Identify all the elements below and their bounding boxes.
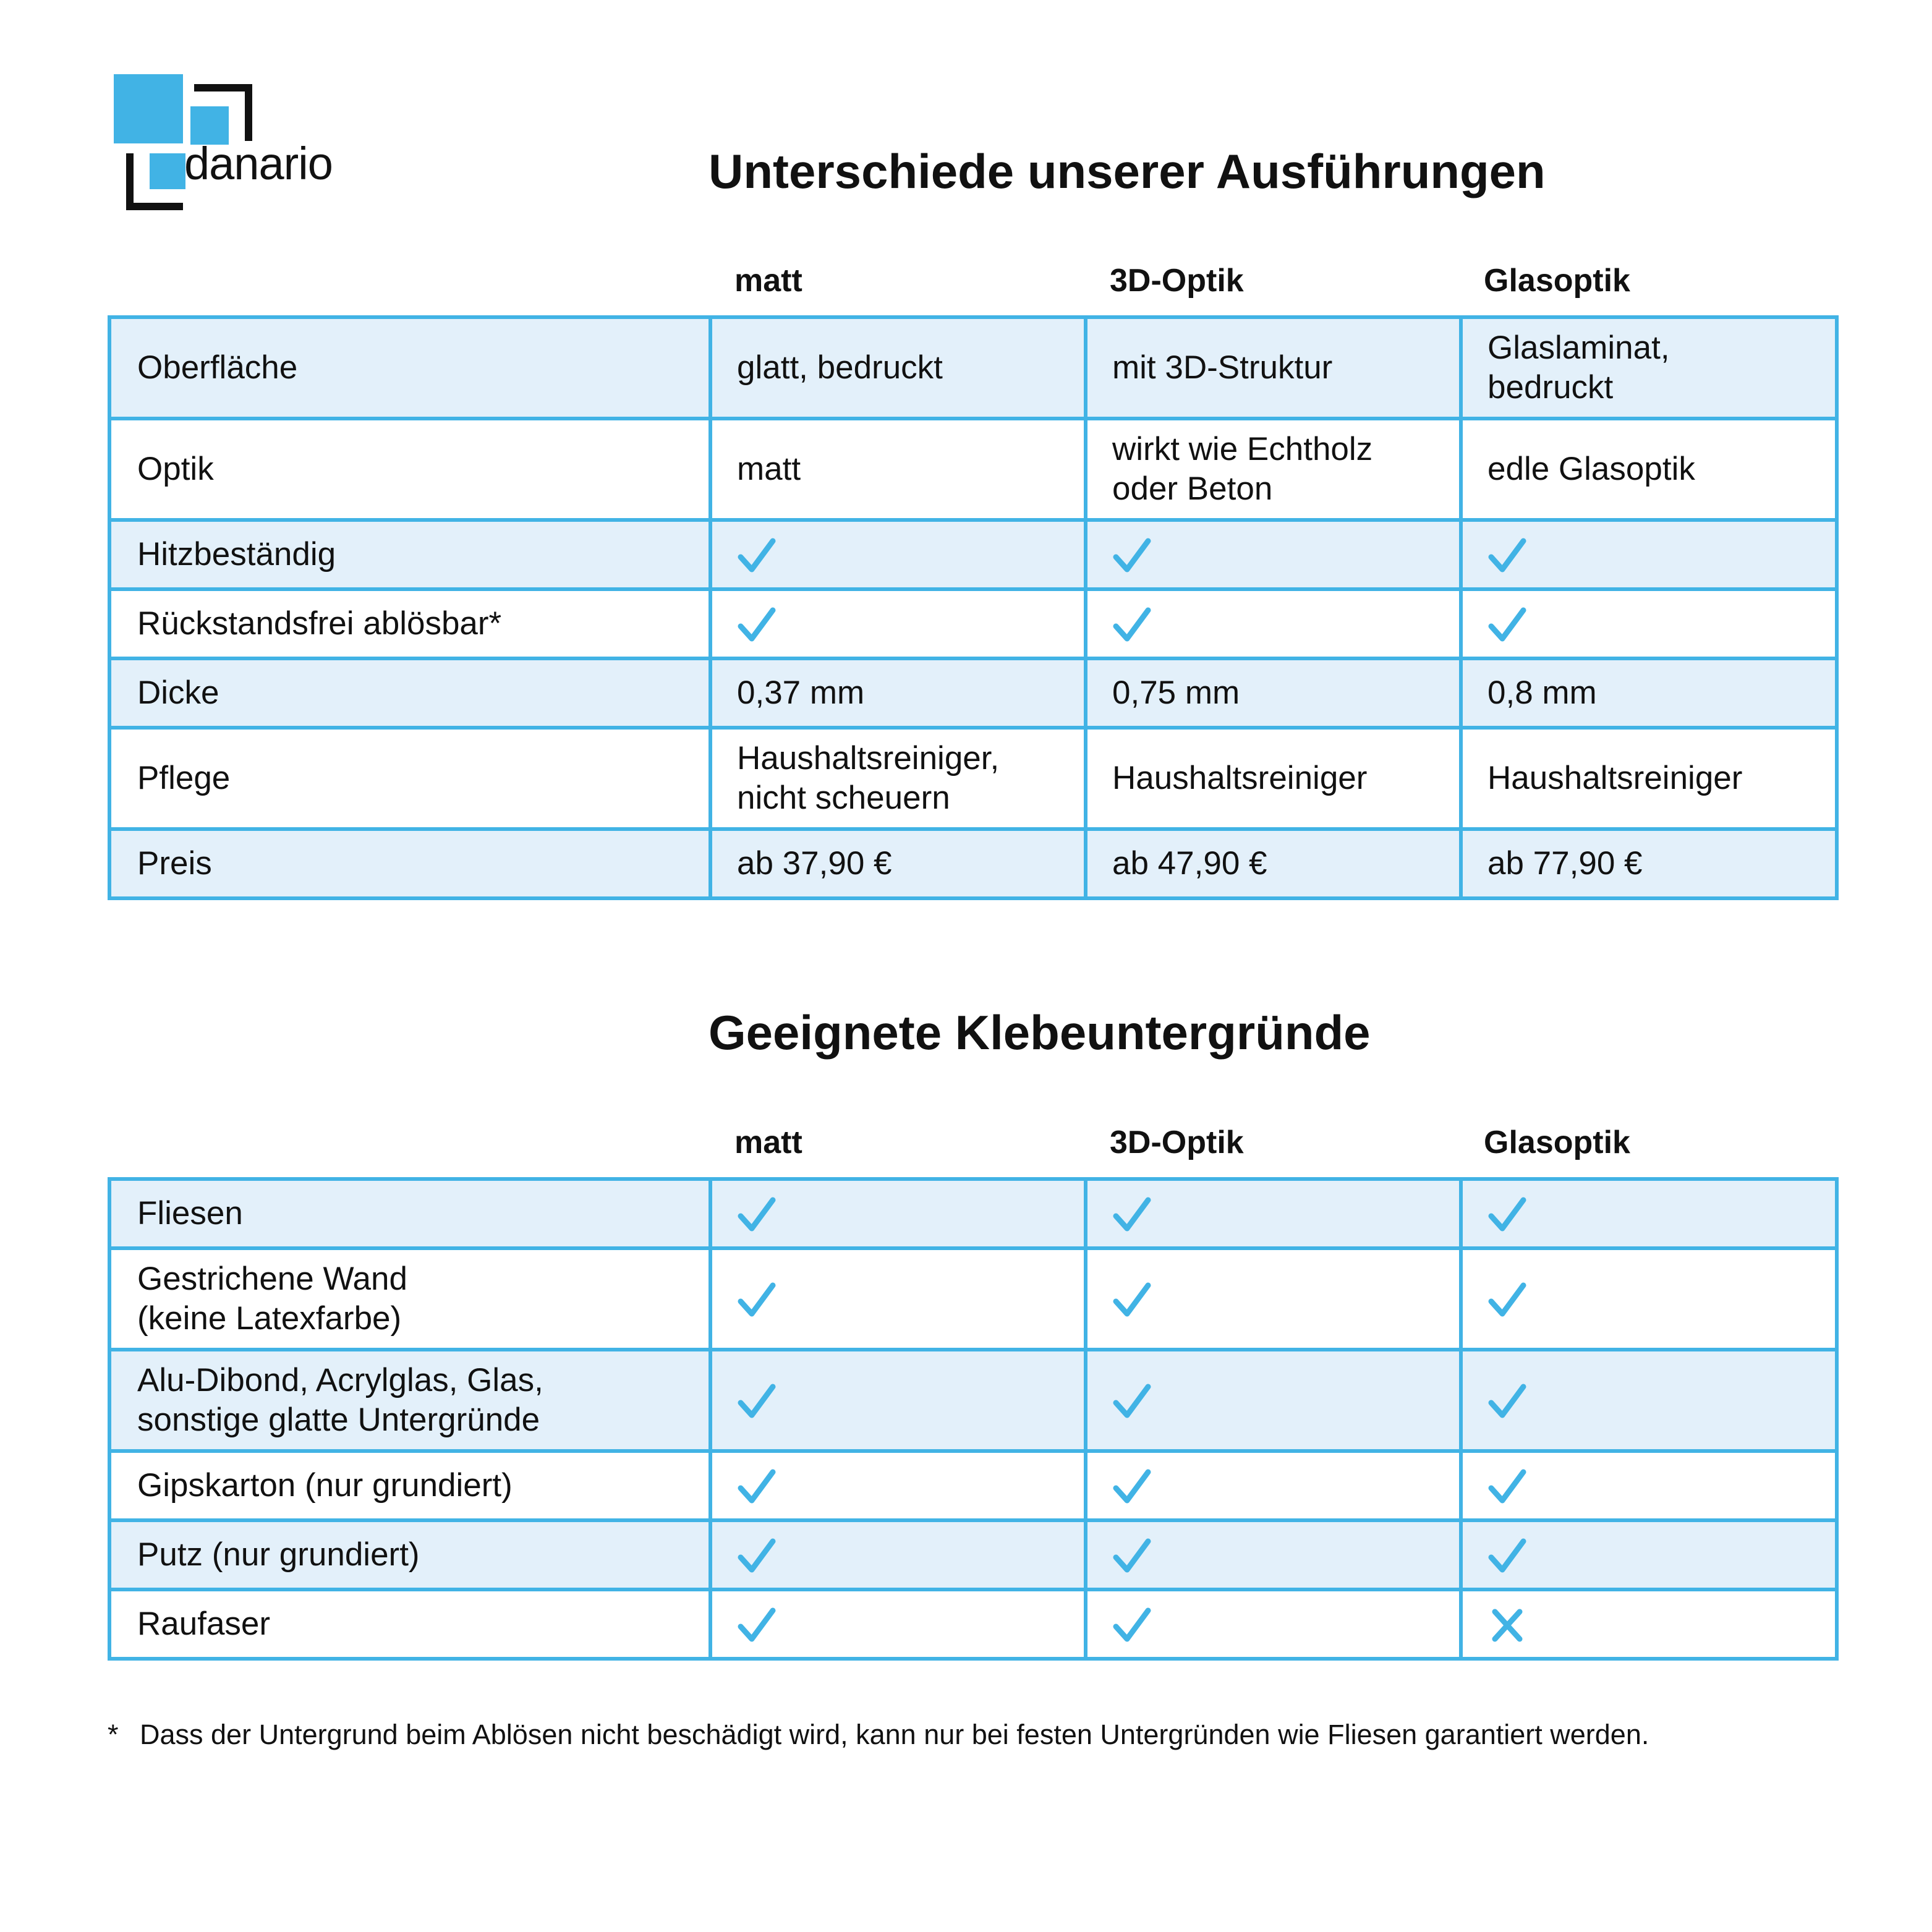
row-label: Putz (nur grundiert) (137, 1536, 420, 1573)
table-cell (1461, 1451, 1837, 1520)
table-cell (1461, 1248, 1837, 1350)
cell-value-line: nicht scheuern (737, 780, 950, 816)
table-cell (1461, 658, 1837, 728)
table-cell (1086, 1520, 1461, 1589)
section2-title: Geeignete Klebeuntergründe (709, 1005, 1371, 1060)
table-cell (710, 829, 1086, 898)
table-cell (1086, 829, 1461, 898)
row-label-cell (109, 419, 710, 520)
cell-value-line: Glaslaminat, (1487, 330, 1670, 366)
table-cell (1086, 1589, 1461, 1659)
row-label-line: Gestrichene Wand (137, 1261, 407, 1297)
row-label: Gipskarton (nur grundiert) (137, 1467, 513, 1504)
check-icon (737, 1280, 777, 1320)
check-icon (737, 1467, 777, 1507)
row-label-cell (109, 829, 710, 898)
check-icon (1487, 605, 1527, 645)
table-cell (710, 1350, 1086, 1451)
table-row (109, 589, 1837, 658)
check-icon (1487, 1280, 1527, 1320)
row-label-cell (109, 1589, 710, 1659)
cell-value: 0,8 mm (1487, 674, 1597, 711)
table-cell (1461, 419, 1837, 520)
row-label-cell (109, 520, 710, 589)
table-cell (710, 1520, 1086, 1589)
cell-value: ab 47,90 € (1112, 845, 1267, 882)
table-cell (1461, 1520, 1837, 1589)
table-cell (1461, 1589, 1837, 1659)
row-label: Dicke (137, 674, 219, 711)
row-label-cell (109, 1179, 710, 1248)
row-label-line: sonstige glatte Untergründe (137, 1402, 540, 1438)
table-cell (710, 589, 1086, 658)
adhesive-surface-table (108, 1177, 1839, 1661)
table-cell (710, 728, 1086, 829)
comparison-table (108, 315, 1839, 900)
row-label: Raufaser (137, 1606, 271, 1642)
table-cell (1461, 520, 1837, 589)
cell-value: ab 77,90 € (1487, 845, 1643, 882)
table-row (109, 1520, 1837, 1589)
section1-column-3d-optik: 3D-Optik (1110, 263, 1244, 299)
check-icon (1112, 1195, 1152, 1235)
check-icon (1112, 1606, 1152, 1645)
check-icon (737, 1195, 777, 1235)
table-row (109, 728, 1837, 829)
check-icon (1487, 1382, 1527, 1421)
table-cell (1461, 1350, 1837, 1451)
table-cell (1086, 658, 1461, 728)
cell-value-line: bedruckt (1487, 369, 1614, 406)
row-label: Rückstandsfrei ablösbar* (137, 605, 502, 642)
cell-value-line: Haushaltsreiniger, (737, 740, 1000, 777)
table-row (109, 520, 1837, 589)
check-icon (737, 1382, 777, 1421)
footnote (108, 1719, 1649, 1751)
check-icon (737, 1606, 777, 1645)
cell-value: Haushaltsreiniger (1112, 760, 1368, 796)
row-label-line: (keine Latexfarbe) (137, 1300, 402, 1337)
check-icon (1487, 536, 1527, 576)
check-icon (1112, 536, 1152, 576)
table-cell (710, 520, 1086, 589)
table-cell (710, 1179, 1086, 1248)
row-label: Oberfläche (137, 349, 298, 386)
cell-value: 0,37 mm (737, 674, 865, 711)
table-row (109, 1589, 1837, 1659)
table-cell (1461, 1179, 1837, 1248)
row-label-cell (109, 658, 710, 728)
row-label: Hitzbeständig (137, 536, 336, 572)
table-cell (710, 658, 1086, 728)
table-cell (1086, 520, 1461, 589)
table-cell (1086, 1179, 1461, 1248)
row-label-line: Alu-Dibond, Acrylglas, Glas, (137, 1362, 543, 1398)
row-label-cell (109, 317, 710, 419)
table-row (109, 1350, 1837, 1451)
check-icon (1112, 1536, 1152, 1576)
table-cell (1086, 419, 1461, 520)
table-cell (710, 317, 1086, 419)
table-cell (1461, 317, 1837, 419)
check-icon (1487, 1195, 1527, 1235)
row-label-cell (109, 1350, 710, 1451)
brand-name: danario (184, 138, 333, 189)
table-cell (1086, 1248, 1461, 1350)
table-cell (710, 1589, 1086, 1659)
table-cell (710, 1248, 1086, 1350)
check-icon (1487, 1467, 1527, 1507)
cell-value: Haushaltsreiniger (1487, 760, 1743, 796)
check-icon (737, 605, 777, 645)
table-row (109, 1451, 1837, 1520)
section1-title: Unterschiede unserer Ausführungen (709, 144, 1546, 198)
table-cell (1086, 1350, 1461, 1451)
cell-value-line: wirkt wie Echtholz (1112, 431, 1373, 467)
section2-column-3d-optik: 3D-Optik (1110, 1125, 1244, 1160)
table-cell (1086, 728, 1461, 829)
table-cell (1086, 317, 1461, 419)
check-icon (1112, 1467, 1152, 1507)
cell-value: edle Glasoptik (1487, 451, 1695, 487)
table-cell (710, 1451, 1086, 1520)
table-row (109, 419, 1837, 520)
section2-column-matt: matt (734, 1125, 802, 1160)
table-cell (710, 419, 1086, 520)
table-row (109, 658, 1837, 728)
check-icon (737, 1536, 777, 1576)
cell-value: ab 37,90 € (737, 845, 892, 882)
cross-icon (1487, 1606, 1527, 1645)
table-cell (1461, 728, 1837, 829)
row-label-cell (109, 728, 710, 829)
table-row (109, 317, 1837, 419)
row-label: Pflege (137, 760, 231, 796)
cell-value: matt (737, 451, 801, 487)
row-label-cell (109, 1520, 710, 1589)
cell-value-line: oder Beton (1112, 470, 1273, 507)
table-row (109, 829, 1837, 898)
row-label-cell (109, 1451, 710, 1520)
check-icon (1112, 605, 1152, 645)
table-cell (1086, 1451, 1461, 1520)
table-row (109, 1179, 1837, 1248)
table-cell (1086, 589, 1461, 658)
row-label: Optik (137, 451, 214, 487)
check-icon (1487, 1536, 1527, 1576)
row-label: Fliesen (137, 1195, 243, 1232)
check-icon (1112, 1280, 1152, 1320)
table-row (109, 1248, 1837, 1350)
section1-column-glasoptik: Glasoptik (1484, 263, 1630, 299)
check-icon (737, 536, 777, 576)
cell-value: 0,75 mm (1112, 674, 1240, 711)
row-label: Preis (137, 845, 212, 882)
cell-value: glatt, bedruckt (737, 349, 943, 386)
footnote-marker: * (108, 1719, 119, 1750)
section1-column-matt: matt (734, 263, 802, 299)
footnote-text: Dass der Untergrund beim Ablösen nicht beschädigt wird, kann nur bei festen Untergründen wie Fliesen garantiert werden. (140, 1719, 1649, 1750)
row-label-cell (109, 1248, 710, 1350)
check-icon (1112, 1382, 1152, 1421)
table-cell (1461, 589, 1837, 658)
row-label-cell (109, 589, 710, 658)
section2-column-glasoptik: Glasoptik (1484, 1125, 1630, 1160)
cell-value: mit 3D-Struktur (1112, 349, 1333, 386)
table-cell (1461, 829, 1837, 898)
